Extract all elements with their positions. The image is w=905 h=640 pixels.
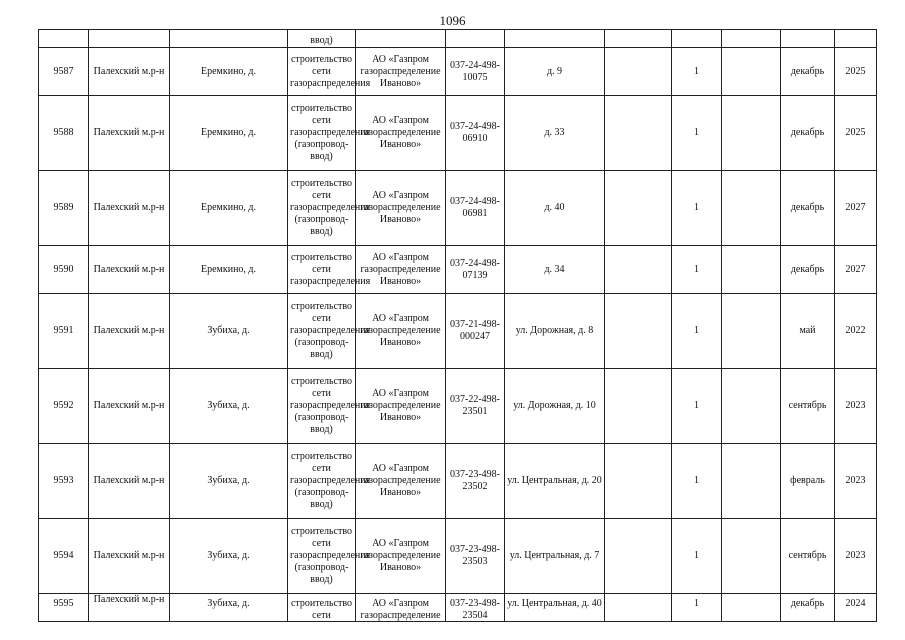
table-row <box>39 369 877 444</box>
cell-district: Палехский м.р-н <box>89 246 170 294</box>
cell-empty <box>722 294 781 369</box>
cell-object-code: 037-24-498-06910 <box>446 96 505 171</box>
cell-count: 1 <box>672 444 722 519</box>
cell-month <box>781 594 835 622</box>
cell-count: 1 <box>672 171 722 246</box>
cell-count: 1 <box>672 519 722 594</box>
cell-object-code: 037-24-498-06981 <box>446 171 505 246</box>
cell-empty <box>722 519 781 594</box>
cell-object-code: 037-24-498-10075 <box>446 48 505 96</box>
table-row <box>39 246 877 294</box>
table-row <box>39 594 877 622</box>
cell-empty <box>605 48 672 96</box>
cell-district: Палехский м.р-н <box>89 519 170 594</box>
cell-address: д. 40 <box>505 171 605 246</box>
cell-number: 9588 <box>39 96 89 171</box>
cell-operator-text: АО «Газпром газораспределение <box>360 597 441 621</box>
cell-district: Палехский м.р-н <box>89 444 170 519</box>
cell-district: Палехский м.р-н <box>89 96 170 171</box>
cell-empty <box>605 96 672 171</box>
cell-address: ул. Дорожная, д. 10 <box>505 369 605 444</box>
cell-address: ул. Центральная, д. 7 <box>505 519 605 594</box>
cell-month: декабрь <box>781 48 835 96</box>
cell-year: 2023 <box>835 444 877 519</box>
cell-operator <box>356 594 446 622</box>
cell-month: декабрь <box>781 96 835 171</box>
cell-address: ул. Дорожная, д. 8 <box>505 294 605 369</box>
cell-district: Палехский м.р-н <box>89 369 170 444</box>
cell-empty <box>605 369 672 444</box>
cell-object-code: 037-21-498-000247 <box>446 294 505 369</box>
cell-operator: АО «Газпром газораспределение Иваново» <box>356 294 446 369</box>
cell-number: 9593 <box>39 444 89 519</box>
cell-number: 9591 <box>39 294 89 369</box>
cell-empty <box>722 246 781 294</box>
registry-table <box>38 29 877 622</box>
cell-operator: АО «Газпром газораспределение Иваново» <box>356 519 446 594</box>
cell-year: 2023 <box>835 369 877 444</box>
cell-year: 2027 <box>835 246 877 294</box>
cell-locality: Зубиха, д. <box>170 519 288 594</box>
cell-locality: Зубиха, д. <box>170 444 288 519</box>
cell-month: декабрь <box>781 171 835 246</box>
table-row <box>39 96 877 171</box>
cell-number <box>39 594 89 622</box>
cell-month: сентябрь <box>781 369 835 444</box>
cell-work-type: строительство сети газораспределения (газопровод-ввод) <box>288 96 356 171</box>
cell-empty <box>605 246 672 294</box>
cell-district <box>89 594 170 622</box>
cell-object-code: 037-23-498-23503 <box>446 519 505 594</box>
cell-district: Палехский м.р-н <box>89 294 170 369</box>
cell-month: декабрь <box>781 246 835 294</box>
cell-number: 9592 <box>39 369 89 444</box>
cell-work-type: строительство сети газораспределения (газопровод-ввод) <box>288 369 356 444</box>
cell-empty <box>722 48 781 96</box>
cell-empty <box>605 171 672 246</box>
cell-work-type: строительство сети газораспределения (газопровод-ввод) <box>288 294 356 369</box>
cell-month-text: декабрь <box>790 597 825 609</box>
cell-work-type: ввод) <box>288 30 356 48</box>
cell-month: сентябрь <box>781 519 835 594</box>
cell-locality: Еремкино, д. <box>170 246 288 294</box>
cell-month: февраль <box>781 444 835 519</box>
cell-empty <box>722 594 781 622</box>
cell-district-text: Палехский м.р-н <box>93 594 165 605</box>
cell-address-text: ул. Центральная, д. 40 <box>507 597 602 609</box>
table-row <box>39 171 877 246</box>
table-row-partial-top <box>39 30 877 48</box>
cell-count: 1 <box>672 369 722 444</box>
cell-operator: АО «Газпром газораспределение Иваново» <box>356 246 446 294</box>
cell-operator: АО «Газпром газораспределение Иваново» <box>356 96 446 171</box>
cell-number-text: 9595 <box>53 597 74 609</box>
cell-year <box>835 594 877 622</box>
cell-empty-text <box>607 598 669 618</box>
cell-address: д. 34 <box>505 246 605 294</box>
cell-operator: АО «Газпром газораспределение Иваново» <box>356 444 446 519</box>
cell-count: 1 <box>672 48 722 96</box>
cell-empty <box>722 171 781 246</box>
cell-object-code-text: 037-23-498-23504 <box>450 597 500 621</box>
cell-operator: АО «Газпром газораспределение Иваново» <box>356 48 446 96</box>
cell-work-type: строительство сети газораспределения (газопровод-ввод) <box>288 444 356 519</box>
cell-district: Палехский м.р-н <box>89 171 170 246</box>
cell-count: 1 <box>672 96 722 171</box>
cell-number: 9589 <box>39 171 89 246</box>
cell-empty <box>605 294 672 369</box>
cell-address: ул. Центральная, д. 20 <box>505 444 605 519</box>
cell-locality: Зубиха, д. <box>170 294 288 369</box>
cell-empty <box>722 369 781 444</box>
table-row <box>39 519 877 594</box>
cell-year: 2022 <box>835 294 877 369</box>
cell-work-type: строительство сети газораспределения (газопровод-ввод) <box>288 519 356 594</box>
cell-locality-text: Зубиха, д. <box>207 597 250 609</box>
cell-empty <box>722 444 781 519</box>
cell-locality: Еремкино, д. <box>170 48 288 96</box>
cell-count: 1 <box>672 246 722 294</box>
cell-object-code <box>446 594 505 622</box>
cell-year: 2025 <box>835 48 877 96</box>
cell-empty <box>722 96 781 171</box>
cell-year-text: 2024 <box>845 597 866 609</box>
cell-count <box>672 594 722 622</box>
cell-work-type: строительство сети газораспределения <box>288 246 356 294</box>
cell-number: 9594 <box>39 519 89 594</box>
cell-operator: АО «Газпром газораспределение Иваново» <box>356 171 446 246</box>
cell-empty-text <box>724 598 778 618</box>
cell-year: 2025 <box>835 96 877 171</box>
cell-address <box>505 594 605 622</box>
cell-work-type-text: строительство сети <box>290 597 353 621</box>
cell-address: д. 33 <box>505 96 605 171</box>
cell-empty <box>605 594 672 622</box>
cell-count: 1 <box>672 294 722 369</box>
cell-district: Палехский м.р-н <box>89 48 170 96</box>
table-row <box>39 294 877 369</box>
cell-count-text: 1 <box>694 597 699 609</box>
cell-object-code: 037-24-498-07139 <box>446 246 505 294</box>
cell-work-type: строительство сети газораспределения <box>288 48 356 96</box>
table-row <box>39 48 877 96</box>
cell-year: 2023 <box>835 519 877 594</box>
cell-number: 9590 <box>39 246 89 294</box>
cell-empty <box>605 444 672 519</box>
cell-operator: АО «Газпром газораспределение Иваново» <box>356 369 446 444</box>
cell-empty <box>605 519 672 594</box>
cell-work-type: строительство сети газораспределения (газопровод-ввод) <box>288 171 356 246</box>
cell-number: 9587 <box>39 48 89 96</box>
cell-locality: Еремкино, д. <box>170 96 288 171</box>
page-number: 1096 <box>439 13 466 28</box>
cell-work-type <box>288 594 356 622</box>
cell-locality <box>170 594 288 622</box>
cell-object-code: 037-22-498-23501 <box>446 369 505 444</box>
cell-address: д. 9 <box>505 48 605 96</box>
cell-month: май <box>781 294 835 369</box>
cell-locality: Еремкино, д. <box>170 171 288 246</box>
cell-locality: Зубиха, д. <box>170 369 288 444</box>
table-row <box>39 444 877 519</box>
cell-year: 2027 <box>835 171 877 246</box>
cell-object-code: 037-23-498-23502 <box>446 444 505 519</box>
